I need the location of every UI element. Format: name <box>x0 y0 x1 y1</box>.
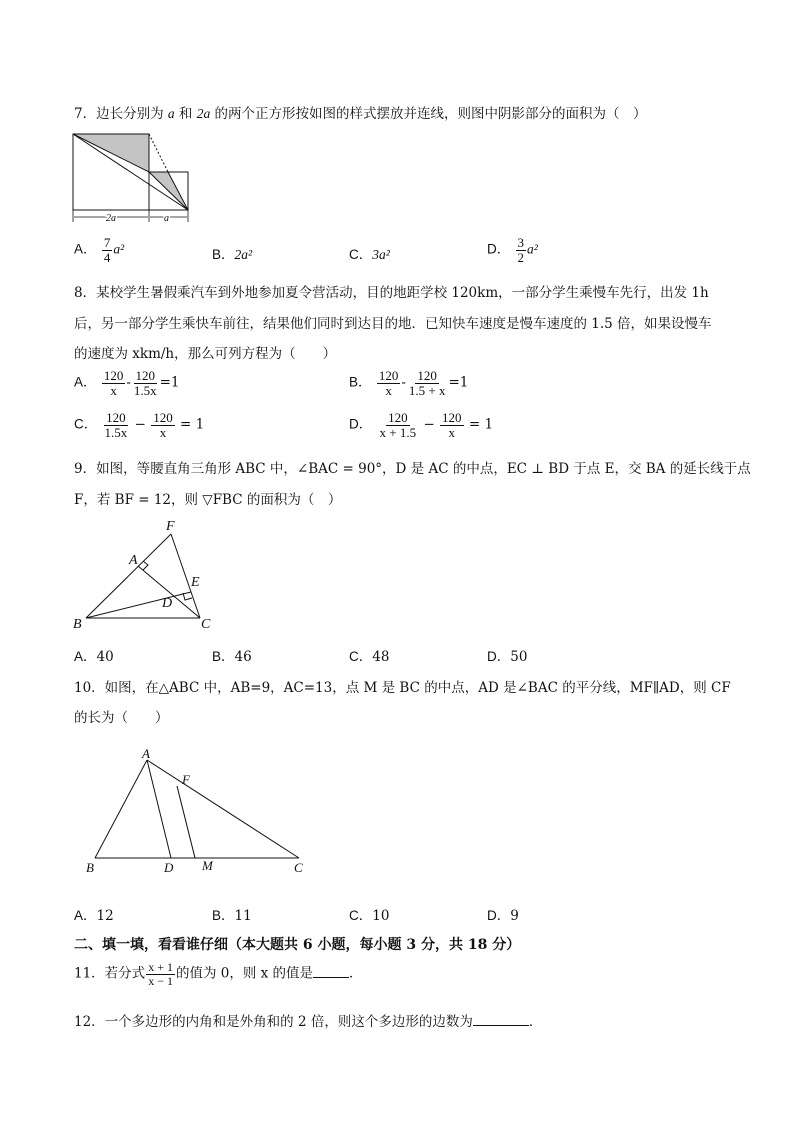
q8-line-2: 后，另一部分学生乘快车前往，结果他们同时到达目的地．已知快车速度是慢车速度的 1.5 倍，如果设慢车 <box>74 316 712 332</box>
q10-label-c: C <box>294 860 303 875</box>
q9-label-d: D <box>162 596 173 611</box>
q10-label-a: A <box>142 748 150 761</box>
q7-dotted-line <box>149 134 168 172</box>
q10-figure <box>80 748 320 878</box>
q10-line-2: 的长为（ ） <box>74 710 169 726</box>
q8-line-3: 的速度为 xkm/h，那么可列方程为（ ） <box>74 346 337 362</box>
q9-segment-be <box>86 592 191 618</box>
q12-stem: 12．一个多边形的内角和是外角和的 2 倍，则这个多边形的边数为 ． <box>74 1014 543 1030</box>
q9-label-b: B <box>73 617 82 632</box>
q7-figure <box>68 128 198 224</box>
q7-dim-label-a: a <box>164 213 169 224</box>
q9-option-b[interactable]: B．46 <box>212 649 252 665</box>
q10-label-f: F <box>182 772 190 787</box>
q7-option-b[interactable]: B．2a² <box>212 247 253 262</box>
q10-line-1: 10．如图，在△ABC 中，AB=9，AC=13，点 M 是 BC 的中点，AD 是∠BAC 的平分线，MF∥AD，则 CF <box>74 680 731 696</box>
q8-option-d[interactable]: D． $\frac{120}{x + 1.5}$ − $\frac{120}{x}$ = 1 <box>349 410 494 440</box>
q11-stem: 11．若分式 $\frac{x + 1}{x - 1}$ 的值为 0，则 x 的值是 ． <box>74 960 363 988</box>
q11-answer-blank[interactable] <box>313 965 349 978</box>
section-2-title: 二、填一填，看看谁仔细（本大题共 6 小题，每小题 3 分，共 18 分） <box>74 937 521 953</box>
q9-figure <box>66 514 226 632</box>
q7-option-a[interactable]: A． $\frac{7}{4}$ a² <box>74 235 125 265</box>
q9-label-a: A <box>129 553 138 568</box>
q10-option-d[interactable]: D．9 <box>487 908 519 924</box>
q9-line-2: F，若 BF = 12，则 ▽FBC 的面积为（ ） <box>74 492 342 508</box>
q10-segment-mf <box>177 786 195 858</box>
q10-label-b: B <box>86 860 94 875</box>
q7-option-d-fraction: $\frac{3}{2}$ <box>517 235 525 265</box>
q8-option-a[interactable]: A． $\frac{120}{x}$ - $\frac{120}{1.5x}$ =1 <box>74 368 180 398</box>
q9-label-f: F <box>166 519 175 534</box>
q9-option-d[interactable]: D．50 <box>487 649 528 665</box>
q7-option-d[interactable]: D． $\frac{3}{2}$ a² <box>487 235 538 265</box>
q9-label-c: C <box>201 617 211 632</box>
q7-shaded-region-left <box>73 134 149 172</box>
q9-line-1: 9．如图，等腰直角三角形 ABC 中，∠BAC = 90°，D 是 AC 的中点，EC ⊥ BD 于点 E，交 BA 的延长线于点 <box>74 461 751 477</box>
q8-line-1: 8．某校学生暑假乘汽车到外地参加夏令营活动，目的地距学校 120km，一部分学生乘慢车先行，出发 1h <box>74 285 709 301</box>
q10-segment-ac <box>147 760 299 858</box>
q9-segment-bf <box>86 534 171 618</box>
q10-segment-ad <box>147 760 171 858</box>
q9-option-c[interactable]: C．48 <box>349 649 390 665</box>
q7-dim-label-2a: 2a <box>106 213 116 224</box>
q10-option-a[interactable]: A．12 <box>74 908 114 924</box>
q8-option-b[interactable]: B． $\frac{120}{x}$ - $\frac{120}{1.5 + x}$ =1 <box>349 368 469 398</box>
q8-option-c[interactable]: C． $\frac{120}{1.5x}$ − $\frac{120}{x}$ = 1 <box>74 410 205 440</box>
q9-right-angle-a <box>143 561 148 570</box>
q9-label-e: E <box>191 575 200 590</box>
q10-label-m: M <box>202 858 213 873</box>
q10-segment-ab <box>95 760 147 858</box>
q10-option-b[interactable]: B．11 <box>212 908 252 924</box>
q7-stem: 7．边长分别为 a 和 2a 的两个正方形按如图的样式摆放并连线，则图中阴影部分的面积为（ ） <box>74 106 647 122</box>
q10-option-c[interactable]: C．10 <box>349 908 390 924</box>
q10-label-d: D <box>164 860 174 875</box>
q11-fraction: $\frac{x + 1}{x - 1}$ <box>148 960 173 988</box>
q9-option-a[interactable]: A．40 <box>74 649 114 665</box>
q7-shaded-region-right <box>149 172 188 210</box>
q7-option-a-fraction: $\frac{7}{4}$ <box>103 235 111 265</box>
q12-answer-blank[interactable] <box>473 1013 529 1026</box>
q7-option-c[interactable]: C．3a² <box>349 247 390 262</box>
